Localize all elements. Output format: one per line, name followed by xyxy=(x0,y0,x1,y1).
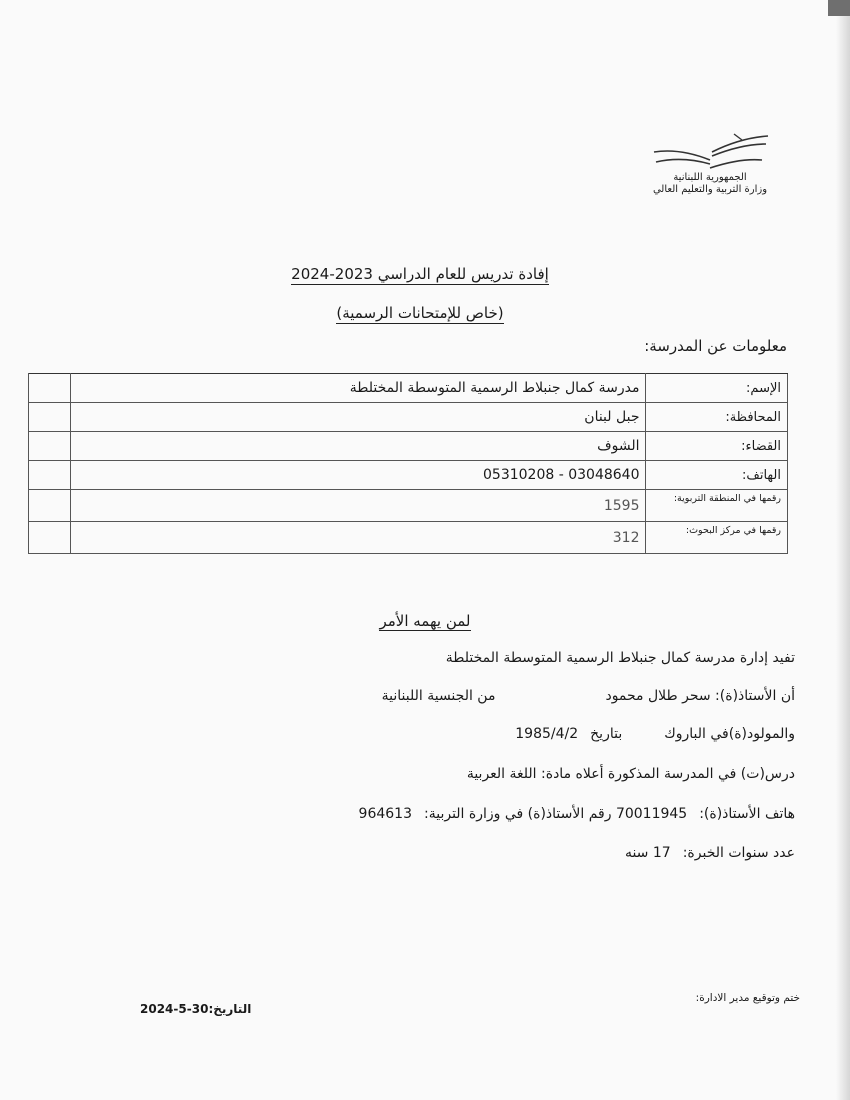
table-row xyxy=(29,522,788,554)
scan-edge-shadow xyxy=(836,0,850,1100)
school-info-table xyxy=(28,373,788,554)
table-edge-cell xyxy=(29,403,71,432)
table-edge-cell xyxy=(29,432,71,461)
table-row xyxy=(29,403,788,432)
experience-label: عدد سنوات الخبرة: xyxy=(682,845,795,861)
school-info-label: معلومات عن المدرسة: xyxy=(644,337,787,355)
signature-label: ختم وتوقيع مدير الادارة: xyxy=(695,992,800,1004)
phone-label: الهاتف: xyxy=(646,461,788,490)
document-subtitle: (خاص للإمتحانات الرسمية) xyxy=(336,304,504,322)
table-row xyxy=(29,374,788,403)
school-statement: تفيد إدارة مدرسة كمال جنبلاط الرسمية المتوسطة المختلطة xyxy=(445,650,795,666)
nationality-text: من الجنسية اللبنانية xyxy=(381,688,496,704)
teacher-phone-label: هاتف الأستاذ(ة): xyxy=(699,806,795,822)
phone-value: 03048640 - 05310208 xyxy=(71,461,646,490)
table-edge-cell xyxy=(29,374,71,403)
ministry-line2: وزارة التربية والتعليم العالي xyxy=(652,184,768,195)
teacher-name-text: أن الأستاذ(ة): سحر طلال محمود xyxy=(605,688,795,704)
birth-line xyxy=(515,726,795,742)
research-center-number-value: 312 xyxy=(71,522,646,554)
region-number-label: رقمها في المنطقة التربوية: xyxy=(646,490,788,522)
region-number-value: 1595 xyxy=(71,490,646,522)
table-row xyxy=(29,461,788,490)
ministry-logo xyxy=(645,130,775,205)
table-row xyxy=(29,432,788,461)
subject-line: درس(ت) في المدرسة المذكورة أعلاه مادة: اللغة العربية xyxy=(466,766,795,782)
birth-date-label: بتاريخ xyxy=(590,726,623,742)
teacher-phone: 70011945 xyxy=(615,806,688,822)
district-label: القضاء: xyxy=(646,432,788,461)
table-edge-cell xyxy=(29,490,71,522)
experience-value: 17 سنه xyxy=(624,845,671,861)
name-value: مدرسة كمال جنبلاط الرسمية المتوسطة المختلطة xyxy=(71,374,646,403)
teacher-phone-line xyxy=(359,806,795,822)
birth-date: 1985/4/2 xyxy=(515,726,579,742)
birthplace-text: والمولود(ة)في الباروك xyxy=(664,726,795,742)
teacher-line xyxy=(382,688,795,704)
table-edge-cell xyxy=(29,461,71,490)
experience-line xyxy=(625,845,795,861)
table-row xyxy=(29,490,788,522)
research-center-number-label: رقمها في مركز البحوث: xyxy=(646,522,788,554)
governorate-value: جبل لبنان xyxy=(71,403,646,432)
scan-corner xyxy=(828,0,850,16)
ministry-line1: الجمهورية اللبنانية xyxy=(673,172,747,183)
table-edge-cell xyxy=(29,522,71,554)
name-label: الإسم: xyxy=(646,374,788,403)
to-whom-heading: لمن يهمه الأمر xyxy=(379,612,471,630)
district-value: الشوف xyxy=(71,432,646,461)
document-date: التاريخ:30-5-2024 xyxy=(140,1002,252,1016)
governorate-label: المحافظة: xyxy=(646,403,788,432)
book-logo-icon xyxy=(650,130,770,172)
document-title: إفادة تدريس للعام الدراسي 2023-2024 xyxy=(291,265,549,283)
ministry-number-label: رقم الأستاذ(ة) في وزارة التربية: xyxy=(424,806,612,822)
ministry-number: 964613 xyxy=(358,806,412,822)
